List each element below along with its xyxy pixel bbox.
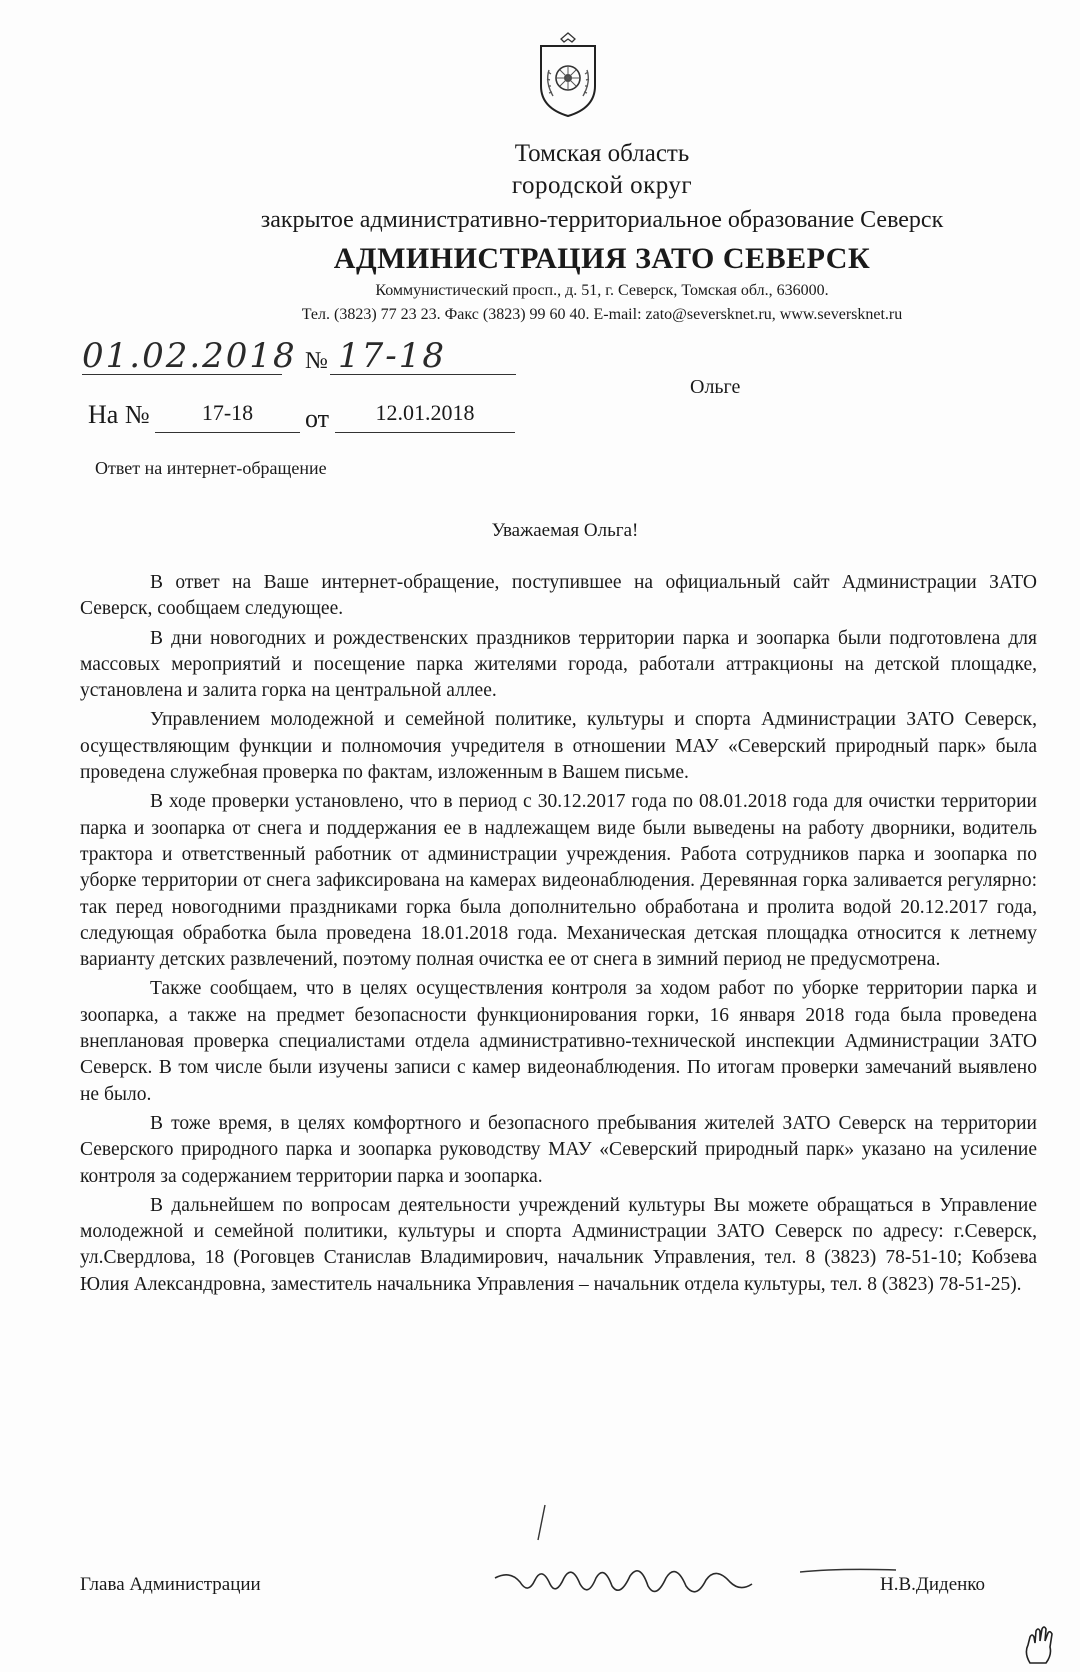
reply-label: На № xyxy=(88,400,150,429)
body-paragraph: В ответ на Ваше интернет-обращение, поступившее на официальный сайт Администрации ЗАТО Северск, сообщаем следующее. xyxy=(80,572,1037,620)
coat-of-arms-emblem xyxy=(533,30,603,120)
date-underline xyxy=(82,374,282,375)
body-paragraph: Также сообщаем, что в целях осуществления контроля за ходом работ по уборке территории парка и зоопарка, а также на предмет безопасности функционирования горки, 16 января 2018 года была проведена внеплановая проверка специалистами отдела административно-технической инспекции Администрации ЗАТО Северск. В том числе были изучены записи с камер видеонаблюдения. По итогам проверки замечаний выявлено не было. xyxy=(80,978,1037,1105)
signatory-name: Н.В.Диденко xyxy=(880,1574,986,1595)
handwritten-number: 17-18 xyxy=(338,336,447,376)
reply-date: 12.01.2018 xyxy=(375,400,475,425)
addressee: Ольге xyxy=(690,376,741,398)
reply-number-underline xyxy=(155,432,300,433)
number-underline xyxy=(330,374,516,375)
reply-number: 17-18 xyxy=(201,400,254,425)
body-paragraph: В дальнейшем по вопросам деятельности учреждений культуры Вы можете обращаться в Управление молодежной и семейной политики, культуры и спорта Администрации ЗАТО Северск по адресу: г.Северск, ул.Свердлова, 18 (Роговцев Станислав Владимирович, начальник Управления, тел. 8 (3823) 78-51-10; Кобзева Юлия Александровна, заместитель начальника Управления – начальник отдела культуры, тел. 8 (3823) 78-51-25). xyxy=(80,1194,1037,1295)
header-district: городской округ xyxy=(511,172,693,199)
handwritten-signature xyxy=(490,1500,760,1610)
signatory-title: Глава Администрации xyxy=(80,1574,261,1595)
body-paragraph: В ходе проверки установлено, что в период с 30.12.2017 года по 08.01.2018 года для очистки территории парка и зоопарка от снега и поддержания ее в надлежащем виде были выведены на работу дворники, водитель трактора и ответственный работник от администрации учреждения. Работа сотрудников парка и зоопарка по уборке территории от снега зафиксирована на камерах видеонаблюдения. Деревянная горка заливается регулярно: так перед новогодними праздниками горка была дополнительно обработана и пролита водой 20.12.2017 года, следующая обработка была проведена 18.01.2018 года. Механическая детская площадка относится к летнему варианту детских развлечений, поэтому полная очистка ее от снега в зимний период не предусмотрена. xyxy=(80,791,1037,971)
body-paragraph: В тоже время, в целях комфортного и безопасного пребывания жителей ЗАТО Северск на территории Северского природного парка и зоопарка руководству МАУ «Северский природный парк» указано на усиление контроля за содержанием территории парка и зоопарка. xyxy=(80,1112,1037,1187)
reply-date-underline xyxy=(335,432,515,433)
subject-line: Ответ на интернет-обращение xyxy=(95,458,327,478)
greeting: Уважаемая Ольга! xyxy=(491,520,639,541)
header-address: Коммунистический просп., д. 51, г. Северск, Томская обл., 636000. xyxy=(375,282,829,299)
body-paragraph: В дни новогодних и рождественских праздников территории парка и зоопарка были подготовлена для массовых мероприятий и посещение парка жителями города, работали аттракционы на детской площадке, установлена и залита горка на центральной аллее. xyxy=(80,627,1037,702)
header-org-name: АДМИНИСТРАЦИЯ ЗАТО СЕВЕРСК xyxy=(333,242,871,275)
header-entity: закрытое административно-территориальное образование Северск xyxy=(260,207,944,233)
letter-body xyxy=(80,570,1037,1301)
hand-icon xyxy=(1020,1625,1060,1667)
from-label: от xyxy=(305,404,330,433)
body-paragraph: Управлением молодежной и семейной политике, культуры и спорта Администрации ЗАТО Северск, осуществляющим функции и полномочия учредителя в отношении МАУ «Северский природный парк» была проведена служебная проверка по фактам, изложенным в Вашем письме. xyxy=(80,709,1037,784)
header-contacts: Тел. (3823) 77 23 23. Факс (3823) 99 60 40. E-mail: zato@seversknet.ru, www.seversknet.ru xyxy=(301,306,903,323)
header-region: Томская область xyxy=(514,140,690,167)
handwritten-date: 01.02.2018 xyxy=(82,336,297,376)
number-label: № xyxy=(305,348,328,374)
